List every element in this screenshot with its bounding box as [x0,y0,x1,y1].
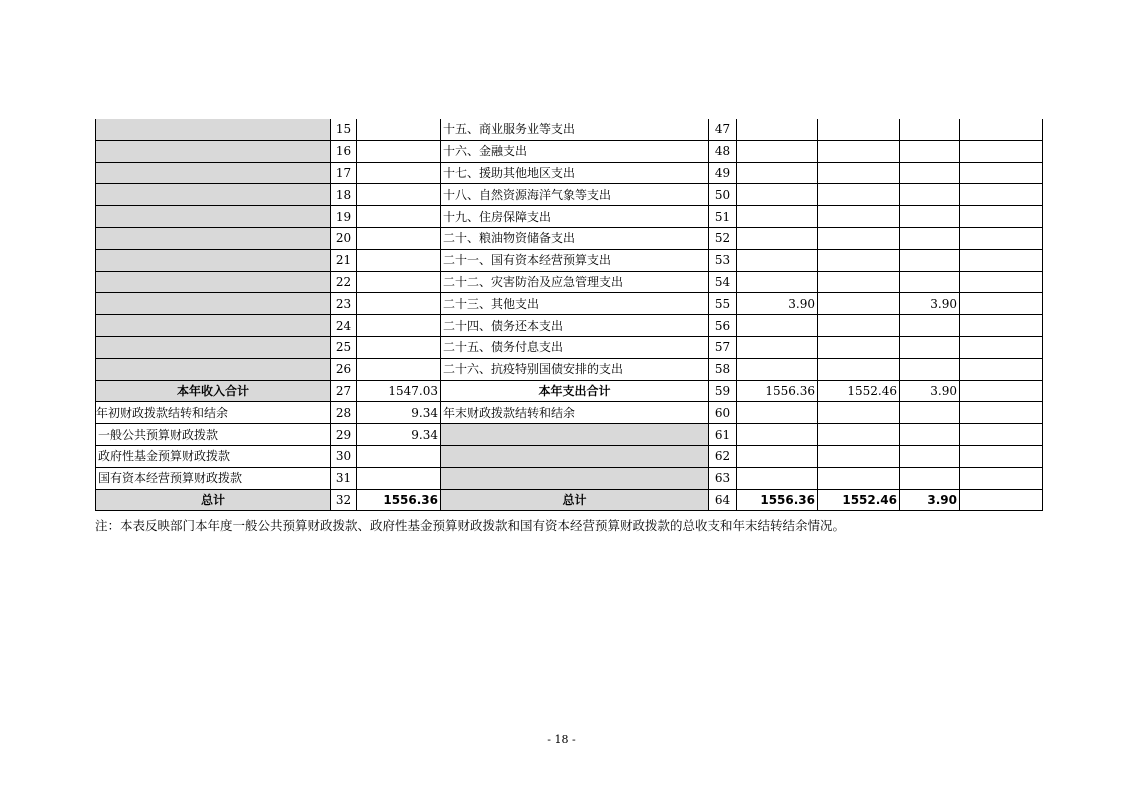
carry-state-row [96,467,1043,489]
table-cell: 政府性基金预算财政拨款 [96,445,331,467]
table-cell [96,206,331,228]
table-cell: 21 [331,249,357,271]
table-cell: 53 [709,249,737,271]
table-cell: 62 [709,445,737,467]
table-cell [900,402,960,424]
table-cell: 20 [331,227,357,249]
table-cell [960,445,1043,467]
table-cell [900,445,960,467]
table-cell: 56 [709,315,737,337]
table-cell [900,467,960,489]
table-cell: 25 [331,336,357,358]
table-cell: 60 [709,402,737,424]
table-cell: 年初财政拨款结转和结余 [96,402,331,424]
table-cell: 十六、金融支出 [441,140,709,162]
table-cell: 51 [709,206,737,228]
table-cell [960,271,1043,293]
table-cell: 15 [331,119,357,140]
table-cell [900,336,960,358]
table-cell [737,206,818,228]
budget-table-body [96,119,1043,511]
table-cell: 58 [709,358,737,380]
table-cell [818,206,900,228]
table-cell [737,424,818,446]
table-cell [960,119,1043,140]
table-cell [900,206,960,228]
table-cell [737,467,818,489]
table-cell: 十五、商业服务业等支出 [441,119,709,140]
table-row [96,227,1043,249]
table-row [96,336,1043,358]
table-cell [900,249,960,271]
grand-total-row [96,489,1043,511]
table-cell: 1556.36 [357,489,441,511]
table-cell [900,358,960,380]
table-cell: 24 [331,315,357,337]
table-cell: 32 [331,489,357,511]
table-cell: 3.90 [900,489,960,511]
table-cell: 61 [709,424,737,446]
table-cell: 17 [331,162,357,184]
table-row [96,119,1043,140]
table-cell [357,358,441,380]
table-cell [737,249,818,271]
table-cell [818,445,900,467]
table-cell [960,184,1043,206]
table-cell [357,249,441,271]
table-cell [96,140,331,162]
table-cell: 3.90 [737,293,818,315]
table-cell [357,206,441,228]
table-cell [960,206,1043,228]
table-cell: 23 [331,293,357,315]
table-cell [357,184,441,206]
table-cell: 十七、援助其他地区支出 [441,162,709,184]
table-cell [96,358,331,380]
table-cell [818,249,900,271]
table-cell [96,336,331,358]
table-cell: 50 [709,184,737,206]
table-cell [357,227,441,249]
table-cell [818,140,900,162]
table-cell [357,315,441,337]
table-cell [818,293,900,315]
table-cell: 1552.46 [818,489,900,511]
table-cell [737,140,818,162]
table-cell [818,402,900,424]
table-cell: 二十三、其他支出 [441,293,709,315]
table-cell: 国有资本经营预算财政拨款 [96,467,331,489]
table-cell: 1552.46 [818,380,900,402]
table-cell: 二十二、灾害防治及应急管理支出 [441,271,709,293]
table-cell [357,293,441,315]
table-cell [96,315,331,337]
table-cell: 30 [331,445,357,467]
table-cell [96,119,331,140]
table-cell [900,184,960,206]
table-cell [737,402,818,424]
table-cell [818,119,900,140]
table-row [96,315,1043,337]
table-cell [900,162,960,184]
carry-fund-row [96,445,1043,467]
table-cell [357,119,441,140]
table-cell [960,336,1043,358]
carry-general-row [96,424,1043,446]
table-cell [737,119,818,140]
table-cell: 31 [331,467,357,489]
table-cell [900,227,960,249]
table-cell: 二十六、抗疫特别国债安排的支出 [441,358,709,380]
table-cell [900,271,960,293]
table-cell [960,249,1043,271]
table-cell [960,140,1043,162]
table-cell: 年末财政拨款结转和结余 [441,402,709,424]
table-cell [960,315,1043,337]
budget-table [95,119,1043,511]
table-cell: 22 [331,271,357,293]
page-number: - 18 - [547,733,576,746]
table-cell: 59 [709,380,737,402]
table-cell [96,271,331,293]
table-cell [900,424,960,446]
table-cell [441,424,709,446]
table-cell [960,358,1043,380]
table-cell [737,227,818,249]
table-cell [357,140,441,162]
table-cell: 十八、自然资源海洋气象等支出 [441,184,709,206]
table-cell [96,184,331,206]
table-cell: 16 [331,140,357,162]
table-cell: 49 [709,162,737,184]
table-cell: 63 [709,467,737,489]
table-cell: 9.34 [357,402,441,424]
table-cell [96,293,331,315]
table-cell [960,162,1043,184]
table-cell [737,358,818,380]
table-cell: 48 [709,140,737,162]
table-cell: 57 [709,336,737,358]
table-cell [737,162,818,184]
table-cell: 3.90 [900,380,960,402]
table-cell [737,315,818,337]
table-cell [818,227,900,249]
table-row [96,162,1043,184]
income-total-row [96,380,1043,402]
table-cell: 64 [709,489,737,511]
table-cell [900,119,960,140]
table-row [96,206,1043,228]
table-cell [737,184,818,206]
table-cell [737,271,818,293]
table-cell [960,467,1043,489]
table-cell [960,489,1043,511]
table-cell: 总计 [96,489,331,511]
table-cell: 29 [331,424,357,446]
table-cell [357,162,441,184]
table-cell [441,445,709,467]
table-cell: 9.34 [357,424,441,446]
table-cell [357,271,441,293]
table-row [96,293,1043,315]
table-cell: 19 [331,206,357,228]
table-note: 注：本表反映部门本年度一般公共预算财政拨款、政府性基金预算财政拨款和国有资本经营预算财政拨款的总收支和年末结转结余情况。 [95,518,846,533]
table-cell: 二十一、国有资本经营预算支出 [441,249,709,271]
carry-start-row [96,402,1043,424]
table-cell: 18 [331,184,357,206]
table-cell [818,162,900,184]
table-cell: 54 [709,271,737,293]
table-cell: 本年支出合计 [441,380,709,402]
table-cell: 3.90 [900,293,960,315]
table-row [96,358,1043,380]
table-cell [960,293,1043,315]
table-row [96,184,1043,206]
table-cell [960,402,1043,424]
table-cell [818,184,900,206]
table-cell [357,336,441,358]
table-cell [960,227,1043,249]
table-cell: 52 [709,227,737,249]
table-cell: 47 [709,119,737,140]
table-cell: 1556.36 [737,380,818,402]
table-cell: 55 [709,293,737,315]
table-cell: 1556.36 [737,489,818,511]
table-cell: 二十五、债务付息支出 [441,336,709,358]
table-cell: 十九、住房保障支出 [441,206,709,228]
table-cell [818,467,900,489]
table-cell [960,380,1043,402]
table-cell [818,315,900,337]
table-cell [818,336,900,358]
table-cell [900,140,960,162]
table-cell [818,271,900,293]
table-row [96,271,1043,293]
table-cell: 1547.03 [357,380,441,402]
table-cell [737,445,818,467]
table-cell [818,424,900,446]
table-cell [737,336,818,358]
table-cell: 总计 [441,489,709,511]
table-cell [96,162,331,184]
table-cell: 一般公共预算财政拨款 [96,424,331,446]
table-cell: 二十、粮油物资储备支出 [441,227,709,249]
table-cell: 二十四、债务还本支出 [441,315,709,337]
table-cell: 28 [331,402,357,424]
table-cell [960,424,1043,446]
table-row [96,249,1043,271]
table-cell: 本年收入合计 [96,380,331,402]
table-cell [357,445,441,467]
table-cell [441,467,709,489]
table-cell: 26 [331,358,357,380]
table-cell [818,358,900,380]
table-cell [96,249,331,271]
table-row [96,140,1043,162]
table-cell [900,315,960,337]
table-cell: 27 [331,380,357,402]
table-cell [96,227,331,249]
table-cell [357,467,441,489]
